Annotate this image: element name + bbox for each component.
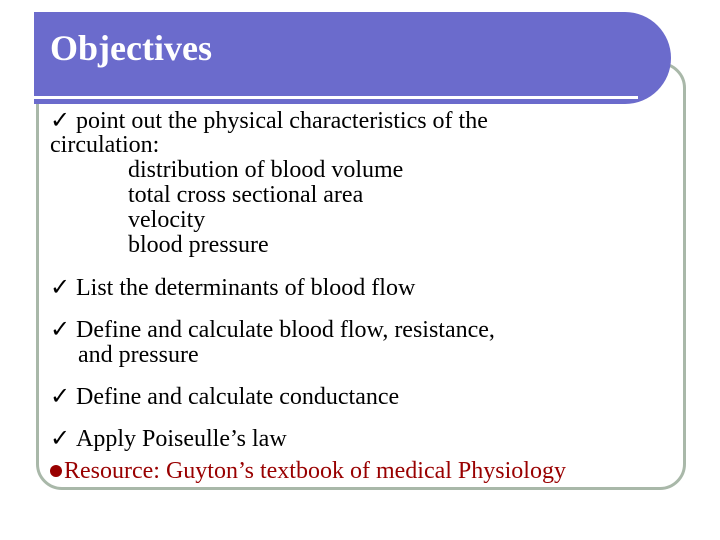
- objective-4-text: Define and calculate conductance: [76, 384, 400, 410]
- subitem-blood-pressure: blood pressure: [128, 232, 269, 258]
- objective-3-continuation: and pressure: [78, 342, 199, 368]
- objective-1: [50, 109, 488, 133]
- objective-5: [50, 427, 287, 451]
- objective-3: [50, 318, 495, 342]
- objective-1-continuation: circulation:: [50, 132, 160, 158]
- objective-3-text: Define and calculate blood flow, resistance,: [76, 317, 495, 343]
- subitem-velocity: velocity: [128, 207, 206, 233]
- objective-2-text: List the determinants of blood flow: [76, 275, 416, 301]
- checkmark-icon: ✓: [50, 426, 71, 452]
- objective-5-text: Apply Poiseulle’s law: [76, 426, 287, 452]
- bullet-dot-icon: [50, 465, 62, 477]
- resource-text: Resource: Guyton’s textbook of medical Physiology: [64, 458, 566, 484]
- objective-2: [50, 276, 415, 300]
- title-underline: [34, 96, 638, 99]
- checkmark-icon: ✓: [50, 275, 71, 301]
- subitem-cross-sectional-area: total cross sectional area: [128, 182, 364, 208]
- slide-title: Objectives: [50, 28, 212, 68]
- subitem-blood-volume: distribution of blood volume: [128, 157, 404, 183]
- resource-line: [50, 458, 566, 484]
- objective-1-text: point out the physical characteristics of the: [76, 108, 488, 134]
- objective-4: [50, 385, 399, 409]
- checkmark-icon: ✓: [50, 108, 71, 134]
- checkmark-icon: ✓: [50, 384, 71, 410]
- checkmark-icon: ✓: [50, 317, 71, 343]
